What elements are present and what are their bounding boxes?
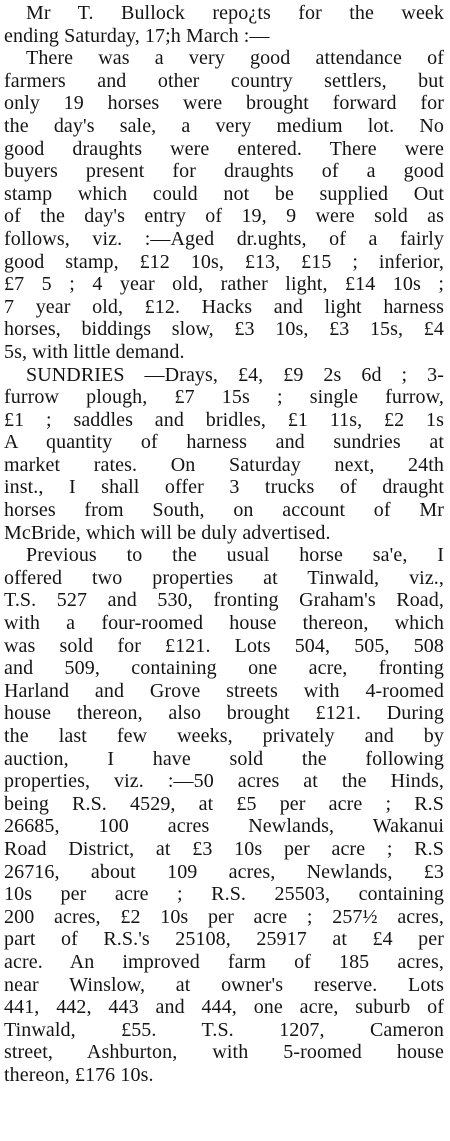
article-text-line: only 19 horses were brought forward for [4, 92, 444, 115]
article-text-line: 441, 442, 443 and 444, one acre, suburb of [4, 996, 444, 1019]
article-text-line: horses, biddings slow, £3 10s, £3 15s, £4 [4, 318, 444, 341]
article-text-line: Harland and Grove streets with 4-roomed [4, 679, 444, 702]
article-text-line: inst., I shall offer 3 trucks of draught [4, 476, 444, 499]
article-text-line: McBride, which will be duly advertised. [4, 521, 331, 544]
article-text-line: 200 acres, £2 10s per acre ; 257½ acres, [4, 905, 444, 928]
article-text-line: near Winslow, at owner's reserve. Lots [4, 973, 444, 996]
article-text-line: properties, viz. :—50 acres at the Hinds, [4, 770, 444, 793]
article-text-line: good stamp, £12 10s, £13, £15 ; inferior, [4, 250, 444, 273]
article-text-line: T.S. 527 and 530, fronting Graham's Road, [4, 589, 444, 612]
article-text-line: being R.S. 4529, at £5 per acre ; R.S [4, 792, 444, 815]
article-text-line: 10s per acre ; R.S. 25503, containing [4, 883, 444, 906]
article-text-line: and 509, containing one acre, fronting [4, 657, 444, 680]
article-text-line: furrow plough, £7 15s ; single furrow, [4, 386, 444, 409]
article-text-line: market rates. On Saturday next, 24th [4, 453, 444, 476]
article-text-line: street, Ashburton, with 5-roomed house [4, 1041, 444, 1064]
article-text-line: SUNDRIES —Drays, £4, £9 2s 6d ; 3- [26, 363, 444, 386]
article-text-line: Road District, at £3 10s per acre ; R.S [4, 837, 444, 860]
article-text-line: offered two properties at Tinwald, viz., [4, 566, 444, 589]
article-text-line: with a four-roomed house thereon, which [4, 612, 444, 635]
article-text-line: 26685, 100 acres Newlands, Wakanui [4, 815, 444, 838]
article-text-line: 5s, with little demand. [4, 340, 185, 363]
article-text-line: There was a very good attendance of [26, 47, 444, 70]
article-text-line: buyers present for draughts of a good [4, 160, 444, 183]
article-text-line: Tinwald, £55. T.S. 1207, Cameron [4, 1018, 444, 1041]
article-text-line: was sold for £121. Lots 504, 505, 508 [4, 634, 444, 657]
article-text-line: follows, viz. :—Aged dr.ughts, of a fairly [4, 227, 444, 250]
article-text-line: ending Saturday, 17;h March :— [4, 24, 270, 47]
article-text-line: horses from South, on account of Mr [4, 499, 444, 522]
article-text-line: Mr T. Bullock repo¿ts for the week [26, 2, 444, 24]
article-text-line: acre. An improved farm of 185 acres, [4, 950, 444, 973]
article-text-line: thereon, £176 10s. [4, 1063, 154, 1086]
article-text-line: house thereon, also brought £121. During [4, 702, 444, 725]
article-text-line: 7 year old, £12. Hacks and light harness [4, 295, 444, 318]
article-text-line: the day's sale, a very medium lot. No [4, 114, 444, 137]
article-text-line: 26716, about 109 acres, Newlands, £3 [4, 860, 444, 883]
article-text-line: £1 ; saddles and bridles, £1 11s, £2 1s [4, 408, 444, 431]
article-text-line: A quantity of harness and sundries at [4, 431, 444, 454]
article-text-line: of the day's entry of 19, 9 were sold as [4, 205, 444, 228]
article-text-line: part of R.S.'s 25108, 25917 at £4 per [4, 928, 444, 951]
article-text-line: Previous to the usual horse sa'e, I [26, 544, 444, 567]
article-text-line: £7 5 ; 4 year old, rather light, £14 10s ; [4, 273, 444, 296]
article-text-line: farmers and other country settlers, but [4, 69, 444, 92]
article-text-line: good draughts were entered. There were [4, 137, 444, 160]
article-text-line: auction, I have sold the following [4, 747, 444, 770]
article-text-line: stamp which could not be supplied Out [4, 182, 444, 205]
article-text-line: the last few weeks, privately and by [4, 725, 444, 747]
article-column [4, 2, 444, 1087]
